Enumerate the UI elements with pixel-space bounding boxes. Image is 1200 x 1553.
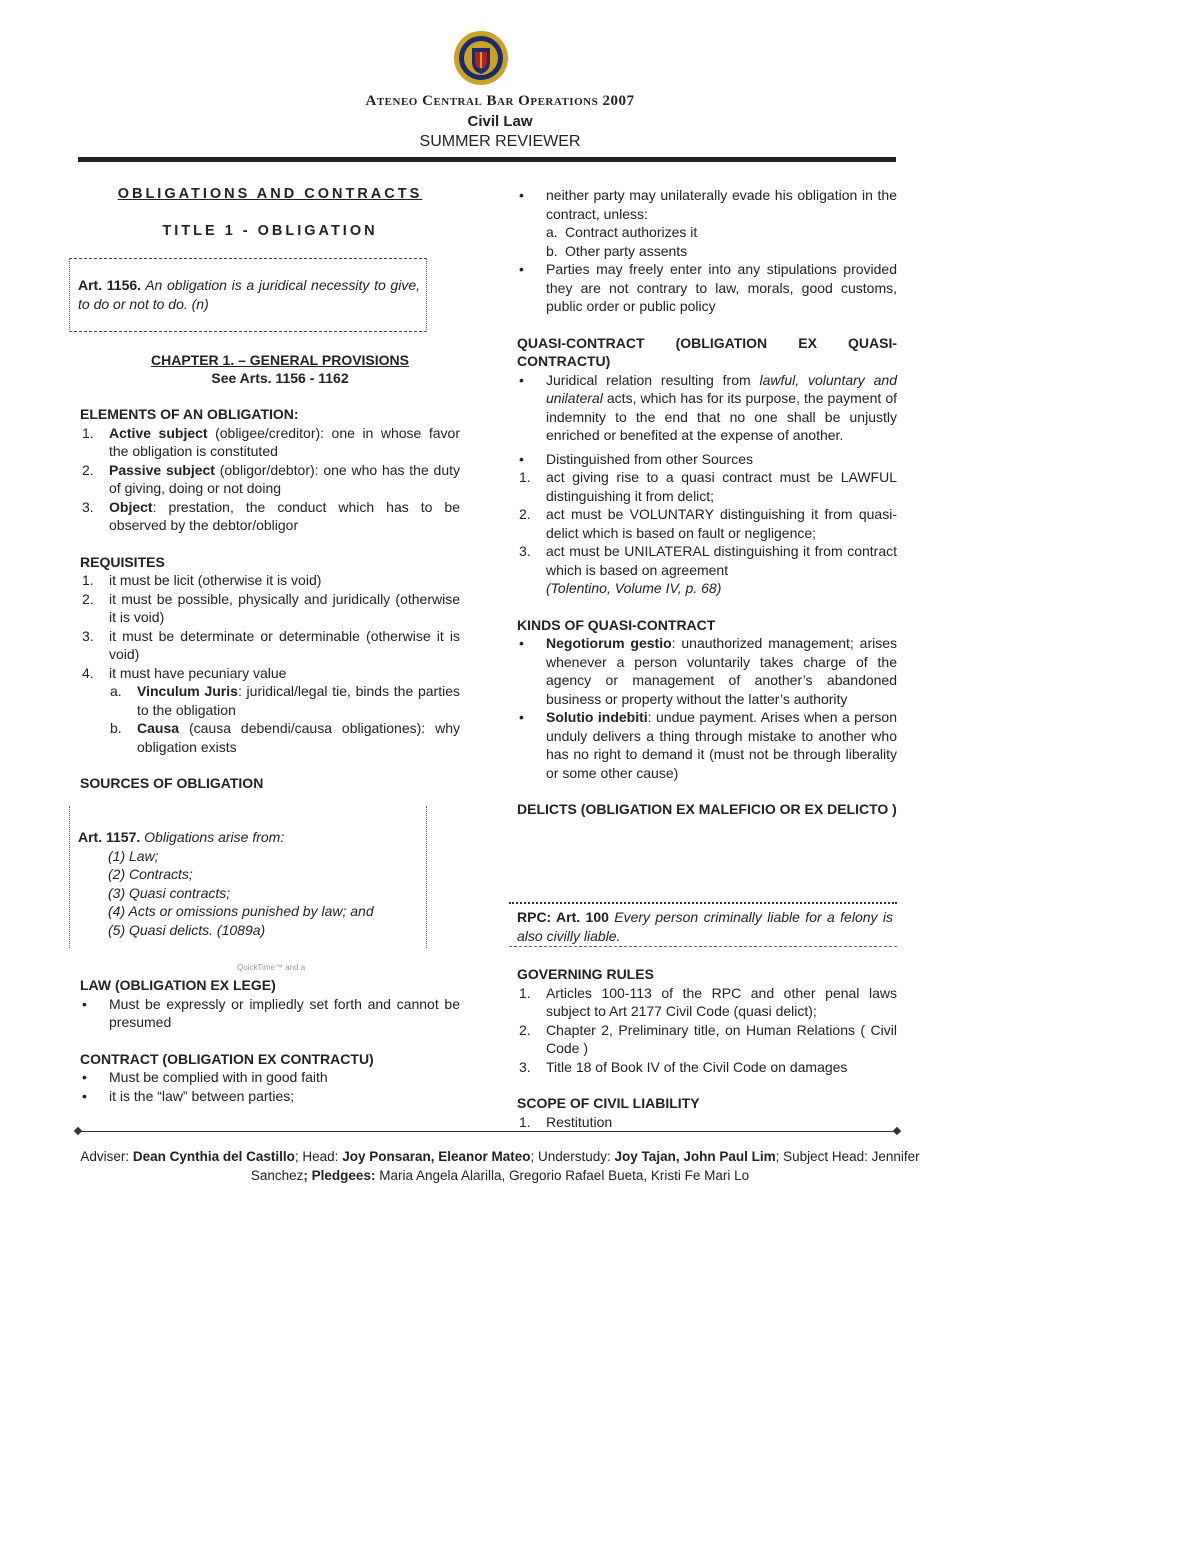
list-item (517, 1058, 897, 1077)
list-item: (1) Law; (108, 847, 159, 864)
quasi-heading: QUASI-CONTRACT (OBLIGATION EX QUASI-CONTRACTU) (517, 334, 897, 369)
list-item (517, 708, 897, 782)
art-1157-text: Obligations arise from: (140, 829, 285, 845)
list-item (517, 984, 897, 1021)
list-item (517, 1113, 897, 1132)
list-item (517, 634, 897, 708)
art-1157-box (69, 806, 427, 948)
list-text: Must be expressly or impliedly set forth and cannot be presumed (109, 995, 460, 1030)
right-column (517, 186, 897, 819)
list-item (517, 505, 897, 542)
bullet-icon: • (519, 261, 524, 277)
contract-heading: CONTRACT (OBLIGATION EX CONTRACTU) (80, 1050, 374, 1067)
requisites-heading: REQUISITES (80, 553, 165, 570)
art-1156-box (69, 258, 427, 332)
list-text: act must be VOLUNTARY distinguishing it from quasi-delict which is based on fault or negligence; (546, 506, 897, 541)
list-text: Distinguished from other Sources (546, 450, 753, 467)
list-term: Causa (137, 720, 180, 736)
bullet-icon: • (519, 450, 524, 467)
pledgees-label: ; Pledgees: (303, 1168, 380, 1183)
list-item: (2) Contracts; (108, 866, 193, 882)
list-item (517, 371, 897, 445)
list-num: a. (110, 683, 122, 699)
list-item (517, 468, 897, 505)
main-title-text: OBLIGATIONS AND CONTRACTS (117, 186, 423, 202)
kinds-heading: KINDS OF QUASI-CONTRACT (517, 616, 716, 633)
main-title (80, 185, 460, 204)
footer-credits: Adviser: Dean Cynthia del Castillo; Head: Joy Ponsaran, Eleanor Mateo; Understudy: Joy Tajan, John Paul Lim; Subject Head: Jennifer Sanchez; Pledgees: Maria Angela Alarilla, Gregorio Rafael Bueta, Kristi Fe Mari Lo (80, 1149, 920, 1183)
citation: (Tolentino, Volume IV, p. 68) (546, 580, 722, 596)
list-item: (4) Acts or omissions punished by law; and (108, 903, 374, 919)
list-text: neither party may unilaterally evade his obligation in the contract, unless: (546, 187, 897, 222)
bullet-icon: • (519, 709, 524, 725)
list-term: Passive subject (109, 461, 215, 478)
elements-heading: ELEMENTS OF AN OBLIGATION: (80, 406, 299, 422)
list-text: Articles 100-113 of the RPC and other penal laws subject to Art 2177 Civil Code (quasi delict); (546, 984, 897, 1019)
header-rule (78, 157, 896, 162)
header-org: Ateneo Central Bar Operations 2007 (365, 93, 635, 109)
list-term: Vinculum Juris (137, 683, 238, 699)
list-text: act giving rise to a quasi contract must be LAWFUL distinguishing it from delict; (546, 469, 897, 504)
art-1156-text: An obligation is a juridical necessity to give, to do or not to do. (n) (78, 277, 421, 312)
law-heading: LAW (OBLIGATION EX LEGE) (80, 977, 276, 993)
rpc-text: Every person criminally liable for a felony is also civilly liable. (517, 909, 893, 944)
list-num: 1. (519, 469, 531, 485)
list-num: 1. (82, 424, 94, 441)
list-text: it must be licit (otherwise it is void) (109, 572, 322, 588)
see-arts: See Arts. 1156 - 1162 (211, 369, 349, 386)
list-num: a. (546, 224, 558, 240)
footer-rule-end-right (893, 1127, 901, 1135)
bullet-icon: • (82, 1069, 87, 1085)
list-num: b. (110, 720, 122, 736)
chapter-title: CHAPTER 1. – GENERAL PROVISIONS (150, 352, 409, 368)
list-item (517, 542, 897, 579)
list-subitem (80, 682, 460, 719)
bullet-icon: • (82, 1087, 87, 1104)
art-1156 (70, 259, 426, 313)
chapter-1-heading (80, 351, 480, 387)
list-item: (5) Quasi delicts. (1089a) (108, 921, 266, 938)
list-item (80, 571, 460, 590)
list-num: 4. (82, 664, 94, 681)
delicts-heading: DELICTS (OBLIGATION EX MALEFICIO OR EX DELICTO ) (517, 801, 897, 817)
list-item (517, 1021, 897, 1058)
list-subitem (517, 242, 897, 261)
art-1156-label: Art. 1156. (78, 277, 142, 293)
art-1157 (70, 806, 426, 847)
list-term: Solutio indebiti (546, 709, 648, 725)
list-item (80, 498, 460, 535)
sources-heading: SOURCES OF OBLIGATION (80, 775, 264, 791)
list-item (80, 627, 460, 664)
list-num: 3. (519, 543, 531, 559)
list-item: (3) Quasi contracts; (108, 884, 231, 901)
list-num: 3. (519, 1058, 531, 1075)
list-text: Parties may freely enter into any stipulations provided they are not contrary to law, morals, good customs, public order or public policy (546, 261, 897, 314)
list-num: 2. (519, 506, 531, 522)
header-subject: Civil Law (467, 113, 533, 130)
bullet-icon: • (82, 995, 87, 1012)
footer-rule-end-left (74, 1127, 82, 1135)
list-text: lawful, voluntary and unilateral (546, 371, 897, 406)
list-text: act must be UNILATERAL distinguishing it from contract which is based on agreement (546, 543, 897, 578)
list-subitem (517, 223, 897, 242)
sources-list (70, 847, 426, 940)
rpc-art-100-box (509, 902, 897, 947)
rpc-label: RPC: Art. 100 (517, 909, 609, 925)
art-1157-label: Art. 1157. (78, 829, 141, 845)
list-text: : unauthorized management; arises whenever a person voluntarily takes charge of the agency or management of another’s abandoned business or property without the latter’s authority (546, 635, 897, 707)
list-item (517, 260, 897, 316)
bullet-icon: • (519, 635, 524, 651)
adviser-label: Adviser: (80, 1149, 133, 1164)
list-num: 1. (519, 1113, 531, 1130)
list-item (517, 186, 897, 223)
list-term: Object (109, 498, 153, 515)
list-text: : prestation, the conduct which has to be observed by the debtor/obligor (109, 498, 460, 533)
understudy: Joy Tajan, John Paul Lim (614, 1149, 776, 1164)
list-term: Active subject (109, 424, 208, 441)
understudy-label: ; Understudy: (530, 1149, 615, 1164)
list-text: Juridical relation resulting from (546, 371, 760, 388)
list-text: : undue payment. Arises when a person unduly delivers a thing through mistake to another who has no right to demand it (must not be through liberality or some other cause) (546, 709, 897, 781)
quicktime-placeholder: QuickTime™ and a (237, 963, 306, 972)
list-term: Negotiorum gestio (546, 635, 672, 651)
list-num: b. (546, 242, 558, 259)
list-text: (obligor/debtor): one who has the duty of giving, doing or not doing (109, 461, 460, 496)
list-text: Contract authorizes it (565, 224, 698, 240)
list-item (517, 450, 897, 469)
subject-head-label: ; Subject Head: (775, 1149, 872, 1164)
footer-rule (78, 1131, 898, 1132)
ateneo-seal-logo (453, 30, 509, 86)
list-num: 1. (519, 984, 531, 1001)
law-contract-section (80, 976, 460, 1105)
list-text: (obligee/creditor): one in whose favor the obligation is constituted (109, 424, 460, 459)
list-text: (causa debendi/causa obligationes): why obligation exists (137, 720, 460, 755)
head: Joy Ponsaran, Eleanor Mateo (342, 1149, 531, 1164)
list-num: 2. (82, 461, 94, 478)
list-text: Must be complied with in good faith (109, 1069, 328, 1085)
rpc-art-100 (509, 904, 897, 945)
list-text: it must be determinate or determinable (otherwise it is void) (109, 627, 460, 662)
list-num: 3. (82, 498, 94, 515)
header-reviewer: SUMMER REVIEWER (419, 133, 581, 150)
list-item (80, 1087, 460, 1106)
list-text: it must be possible, physically and juridically (otherwise it is void) (109, 590, 460, 625)
list-text: Restitution (546, 1113, 613, 1130)
list-text: : juridical/legal tie, binds the parties to the obligation (137, 683, 460, 718)
list-item (80, 424, 460, 461)
list-item (80, 995, 460, 1032)
list-num: 2. (519, 1021, 531, 1038)
list-text: acts, which has for its purpose, the payment of indemnity to the end that no one shall be unjustly enriched or benefited at the expense of another. (546, 390, 897, 443)
head-label: Head: (302, 1149, 343, 1164)
scope-heading: SCOPE OF CIVIL LIABILITY (517, 1095, 700, 1111)
list-text: Title 18 of Book IV of the Civil Code on damages (546, 1058, 848, 1075)
adviser: Dean Cynthia del Castillo (132, 1149, 295, 1164)
pledgees: Maria Angela Alarilla, Gregorio Rafael Bueta, Kristi Fe Mari Lo (379, 1168, 750, 1183)
list-item (80, 664, 460, 683)
list-subitem (80, 719, 460, 756)
list-item (80, 1068, 460, 1087)
bullet-icon: • (519, 371, 524, 388)
list-text: it must have pecuniary value (109, 664, 287, 681)
list-text: Chapter 2, Preliminary title, on Human Relations ( Civil Code ) (546, 1021, 897, 1056)
list-num: 3. (82, 627, 94, 644)
list-item (80, 461, 460, 498)
list-item (80, 590, 460, 627)
list-num: 2. (82, 590, 94, 607)
bullet-icon: • (519, 187, 524, 203)
list-text: it is the “law” between parties; (109, 1087, 295, 1104)
list-text: Other party assents (565, 242, 688, 259)
subject-head: Jennifer Sanchez (250, 1149, 920, 1183)
title-1: TITLE 1 - OBLIGATION (162, 223, 378, 239)
elements-section (80, 405, 460, 793)
list-num: 1. (82, 572, 94, 588)
governing-section (517, 965, 897, 1131)
governing-heading: GOVERNING RULES (517, 966, 654, 982)
